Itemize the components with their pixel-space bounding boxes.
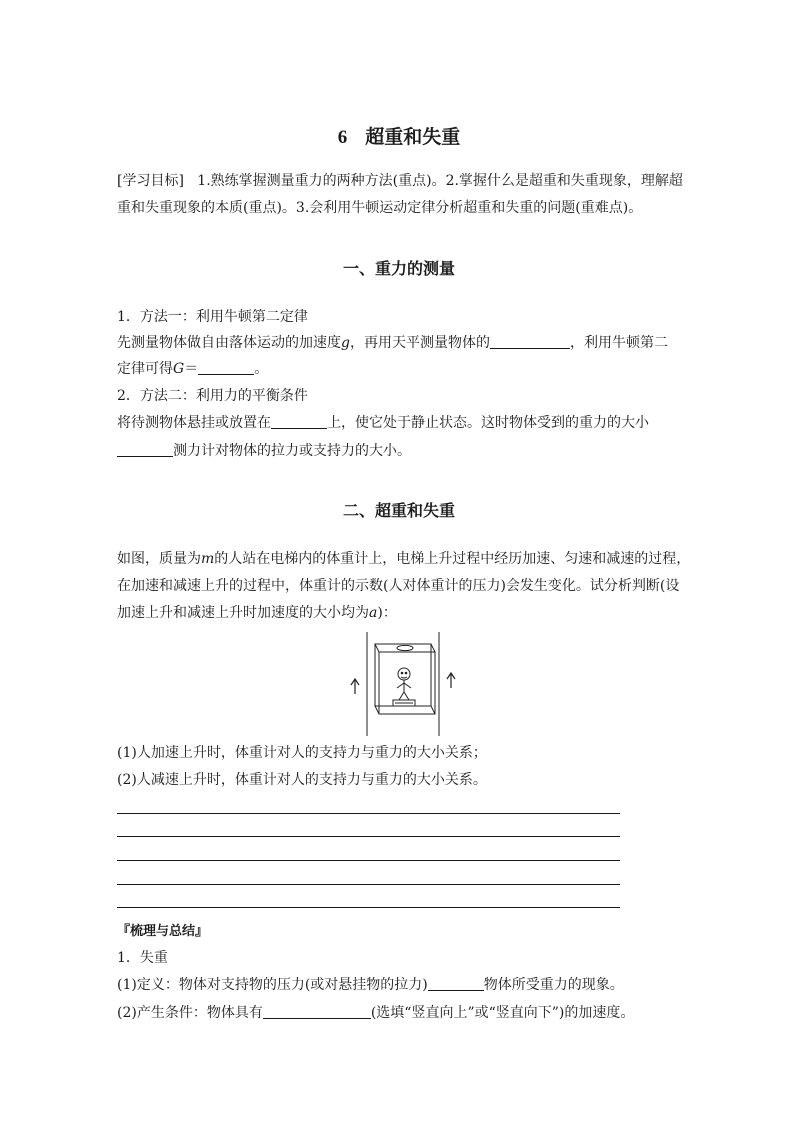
elevator-figure bbox=[347, 632, 457, 736]
method-2-line-2: 测力计对物体的拉力或支持力的大小。 bbox=[117, 438, 681, 465]
answer-line[interactable] bbox=[117, 907, 620, 908]
section-heading-overweight: 二、超重和失重 bbox=[342, 501, 455, 520]
blank-acceleration-direction[interactable] bbox=[263, 1002, 371, 1019]
cabin-floor bbox=[375, 706, 435, 714]
up-arrow-right-icon bbox=[447, 673, 455, 688]
ceiling-light bbox=[397, 645, 413, 650]
person-legs bbox=[399, 692, 409, 700]
page-title bbox=[117, 122, 681, 149]
objectives-line-1: 1.熟练掌握测量重力的两种方法(重点)。2.掌握什么是超重和失重现象，理解超 bbox=[197, 173, 683, 189]
blank-gravity-formula[interactable] bbox=[198, 358, 254, 375]
blank-mass[interactable] bbox=[490, 332, 570, 349]
intro-line-3: 加速上升和减速上升时加速度的大小均为a)： bbox=[117, 605, 397, 621]
summary-heading: 『梳理与总结』 bbox=[117, 924, 209, 939]
method-2-title: 2．方法二：利用力的平衡条件 bbox=[117, 388, 308, 404]
condition-line: (2)产生条件：物体具有 (选填“竖直向上”或“竖直向下”)的加速度。 bbox=[117, 1000, 681, 1027]
answer-line[interactable] bbox=[117, 884, 620, 885]
blank-less-than[interactable] bbox=[428, 974, 484, 991]
method-1-title: 1．方法一：利用牛顿第二定律 bbox=[117, 309, 308, 325]
answer-line[interactable] bbox=[117, 813, 620, 814]
title-number: 6 bbox=[337, 127, 348, 148]
answer-line[interactable] bbox=[117, 836, 620, 837]
section-heading-gravity: 一、重力的测量 bbox=[342, 259, 455, 278]
learning-objectives bbox=[117, 168, 681, 222]
intro-line-1: 如图，质量为m的人站在电梯内的体重计上，电梯上升过程中经历加速、匀速和减速的过程， bbox=[117, 551, 691, 567]
objectives-tag: [学习目标] bbox=[117, 173, 184, 189]
question-1: (1)人加速上升时，体重计对人的支持力与重力的大小关系； bbox=[117, 745, 487, 761]
question-2: (2)人减速上升时，体重计对人的支持力与重力的大小关系。 bbox=[117, 772, 487, 788]
method-2-line-1: 将待测物体悬挂或放置在 上，使它处于静止状态。这时物体受到的重力的大小 bbox=[117, 410, 681, 437]
up-arrow-left-icon bbox=[351, 679, 359, 694]
objectives-line-2: 重和失重现象的本质(重点)。3.会利用牛顿运动定律分析超重和失重的问题(重难点)。 bbox=[117, 200, 643, 216]
method-1-line-2: 定律可得G＝ 。 bbox=[117, 356, 681, 383]
blank-equal-to[interactable] bbox=[117, 440, 173, 457]
summary-item-1: 1．失重 bbox=[117, 950, 168, 966]
intro-line-2: 在加速和减速上升的过程中，体重计的示数(人对体重计的压力)会发生变化。试分析判断(设 bbox=[117, 578, 680, 594]
answer-line[interactable] bbox=[117, 860, 620, 861]
method-1-line-1: 先测量物体做自由落体运动的加速度g，再用天平测量物体的 ，利用牛顿第二 bbox=[117, 330, 681, 357]
definition-line: (1)定义：物体对支持物的压力(或对悬挂物的拉力) 物体所受重力的现象。 bbox=[117, 972, 681, 999]
blank-instrument[interactable] bbox=[271, 412, 327, 429]
title-text: 超重和失重 bbox=[365, 126, 461, 148]
